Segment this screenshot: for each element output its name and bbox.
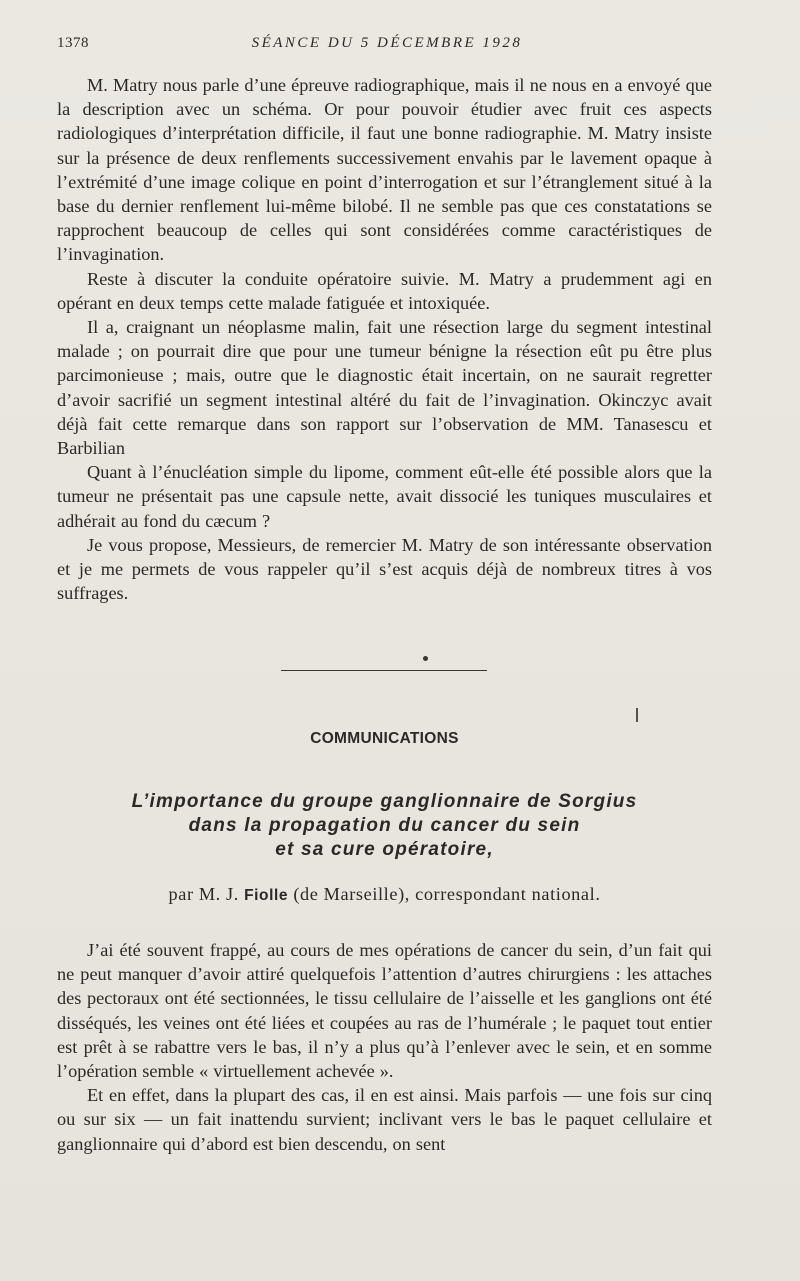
article-title-line-2: dans la propagation du cancer du sein xyxy=(188,815,581,836)
separator-rule xyxy=(281,670,487,671)
report-paragraph-1: M. Matry nous parle d’une épreuve radiographique, mais il ne nous en a envoyé que la description avec un schéma. Or pour pouvoir étudier avec fruit ces aspects radiologiques d’interprétation difficile, il faut une bonne radiographie. M. Matry insiste sur la présence de deux renflements successivement envahis par le lavement opaque à l’extrémité d’une image colique en point d’interrogation et sur l’étranglement situé à la base du dernier renflement lui-même bilobé. Il ne semble pas que ces constatations se rapprochent beaucoup de celles qui sont considérées comme caractéristiques de l’invagination. xyxy=(57,75,712,265)
byline-author: Fiolle xyxy=(244,887,289,904)
running-title: SÉANCE DU 5 DÉCEMBRE 1928 xyxy=(251,35,523,51)
print-mark xyxy=(636,708,638,722)
section-heading: COMMUNICATIONS xyxy=(310,730,459,747)
article-title xyxy=(57,790,712,862)
article-byline xyxy=(57,884,712,905)
article-paragraph-1: J’ai été souvent frappé, au cours de mes opérations de cancer du sein, d’un fait qui ne peut manquer d’avoir attiré quelquefois l’attention d’autres chirurgiens : les attaches des pectoraux ont été sectionnées, le tissu cellulaire de l’aisselle et les ganglions ont été disséqués, les veines ont été liées et coupées au ras de l’humérale ; le paquet tout entier est prêt à se rabattre vers le bas, il n’y a plus qu’à l’enlever avec le sein, et en somme l’opération semble « virtuellement achevée ». xyxy=(57,940,712,1082)
report-paragraph-5: Je vous propose, Messieurs, de remercier M. Matry de son intéressante observation et je me permets de vous rappeler qu’il s’est acquis déjà de nombreux titres à vos suffrages. xyxy=(57,534,712,604)
report-paragraph-2: Reste à discuter la conduite opératoire suivie. M. Matry a prudemment agi en opérant en deux temps cette malade fatiguée et intoxiquée. xyxy=(57,268,712,313)
article-paragraph-2: Et en effet, dans la plupart des cas, il en est ainsi. Mais parfois — une fois sur cinq ou sur six — un fait inattendu survient; inclivant vers le bas le paquet cellulaire et ganglionnaire qui d’abord est bien descendu, on sent xyxy=(57,1085,712,1154)
report-paragraph-4: Quant à l’énucléation simple du lipome, comment eût-elle été possible alors que la tumeur ne présentait pas une capsule nette, avait dissocié les tuniques musculaires et adhérait au fond du cæcum ? xyxy=(57,462,712,531)
page-number: 1378 xyxy=(57,35,89,51)
report-body xyxy=(57,73,712,605)
byline-prefix: par M. J. xyxy=(168,884,239,904)
article-title-line-3: et sa cure opératoire, xyxy=(275,839,494,860)
article-title-line-1: L’importance du groupe ganglionnaire de Sorgius xyxy=(131,791,638,812)
running-head xyxy=(57,35,717,59)
separator-dot xyxy=(423,656,428,661)
article-body xyxy=(57,938,712,1156)
report-paragraph-3: Il a, craignant un néoplasme malin, fait une résection large du segment intestinal malade ; on pourrait dire que pour une tumeur bénigne la résection eût pu être plus parcimonieuse ; mais, outre que le diagnostic était incertain, on ne saurait regretter d’avoir sacrifié un segment intestinal altéré du fait de l’invagination. Okinczyc avait déjà fait cette remarque dans son rapport sur l’observation de MM. Tanasescu et Barbilian xyxy=(57,317,712,459)
byline-suffix: (de Marseille), correspondant national. xyxy=(293,884,601,904)
